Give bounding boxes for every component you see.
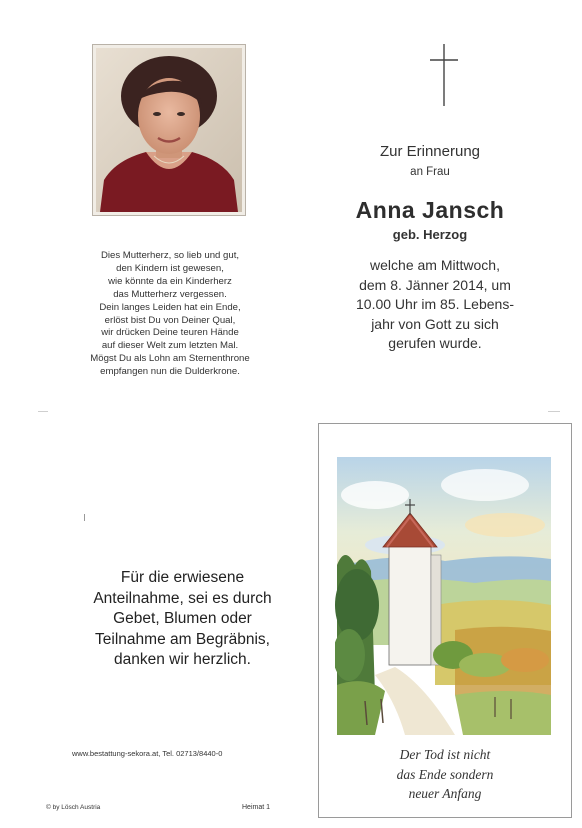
poem [55,250,285,379]
poem-line: Dies Mutterherz, so lieb und gut, [100,250,240,261]
remembrance-heading: Zur Erinnerung [379,143,481,160]
poem-line: auf dieser Welt zum letzten Mal. [101,340,239,352]
notice-line: gerufen wurde. [388,335,482,351]
thanks-text [70,568,295,671]
poem-line: erlöst bist Du von Deiner Qual, [104,314,236,326]
notice-line: 10.00 Uhr im 85. Lebens- [356,296,514,312]
cross-icon [427,42,461,108]
quote-line: Der Tod ist nicht [399,747,491,762]
model-label: Heimat 1 [242,804,271,811]
poem-line: wir drücken Deine teuren Hände [101,327,239,339]
thanks-line: Teilnahme am Begräbnis, [95,630,270,648]
portrait-image [96,48,242,212]
remembrance-subheading: an Frau [410,166,450,178]
poem-line: den Kindern ist gewesen, [116,262,224,274]
notice-line: dem 8. Jänner 2014, um [359,276,511,293]
copyright-note: © by Lösch Austria [46,804,101,811]
funeral-home-contact: www.bestattung-sekora.at, Tel. 02713/8440-0 [72,749,223,758]
poem-line: Mögst Du als Lohn am Sternenthrone [90,353,250,365]
poem-line: Dein langes Leiden hat ein Ende, [99,301,241,313]
thanks-line: Anteilnahme, sei es durch [93,589,272,607]
notice-line: welche am Mittwoch, [370,257,500,273]
speck [84,514,85,521]
fold-mark-left [38,411,48,412]
deceased-name: Anna Jansch [355,197,505,223]
quote [318,745,572,804]
death-notice [340,256,530,354]
thanks-line: Für die erwiesene [120,569,245,586]
portrait-photo [92,44,246,216]
chapel-painting [335,455,555,735]
thanks-line: danken wir herzlich. [114,651,251,669]
quote-line: neuer Anfang [408,786,482,801]
quote-line: das Ende sondern [396,766,494,782]
thanks-line: Gebet, Blumen oder [113,610,252,628]
poem-line: empfangen nun die Dulderkrone. [100,366,240,378]
notice-line: jahr von Gott zu sich [371,315,499,332]
maiden-name: geb. Herzog [392,227,468,242]
fold-mark-right [548,411,560,412]
poem-line: das Mutterherz vergessen. [113,288,227,300]
poem-line: wie könnte da ein Kinderherz [108,275,232,287]
